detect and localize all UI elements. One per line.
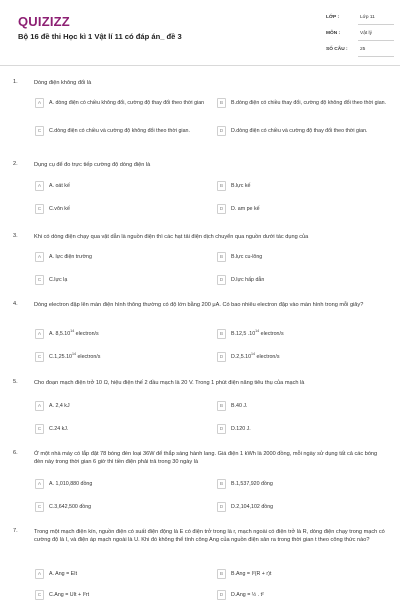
option-text: C.Ang = UIt + I²rt <box>49 591 90 598</box>
meta-row-subject <box>326 29 396 43</box>
option-text: D. am pe kế <box>231 205 260 212</box>
option-text: D.120 J. <box>231 425 251 432</box>
option-text: C.24 kJ. <box>49 425 69 432</box>
meta-label: SỐ CÂU : <box>326 47 348 52</box>
meta-value: 25 <box>358 45 394 57</box>
option-a[interactable] <box>35 566 215 582</box>
option-letter: C <box>35 204 44 214</box>
meta-value: Vật lý <box>358 29 394 41</box>
option-letter: A <box>35 479 44 489</box>
worksheet-title: Bộ 16 đề thi Học kì 1 Vật lí 11 có đáp án_ đề 3 <box>18 32 182 41</box>
option-letter: C <box>35 352 44 362</box>
option-letter: C <box>35 424 44 434</box>
option-letter: D <box>217 424 226 434</box>
option-letter: A <box>35 329 44 339</box>
option-text: C.3,642,500 đồng <box>49 503 92 510</box>
option-letter: B <box>217 401 226 411</box>
question-number: 3. <box>13 233 18 239</box>
question-number: 1. <box>13 79 18 85</box>
question-number: 2. <box>13 161 18 167</box>
option-text: C.lực lạ <box>49 276 68 283</box>
question-text: Dòng điện không đổi là <box>34 80 92 86</box>
option-letter: A <box>35 252 44 262</box>
option-text: A. 2,4 kJ <box>49 402 70 409</box>
option-text: A. lực điện trường <box>49 253 92 260</box>
option-d[interactable] <box>217 201 397 217</box>
question-text: Cho đoạn mạch điện trở 10 Ω, hiệu điện thế 2 đầu mạch là 20 V. Trong 1 phút điện năng tiêu thụ của mạch là <box>34 380 305 386</box>
question-text: Dụng cụ để đo trực tiếp cường độ dòng điện là <box>34 162 151 168</box>
option-text: D.lực hấp dẫn <box>231 276 265 283</box>
meta-label: MÔN : <box>326 31 341 36</box>
meta-row-question-count <box>326 45 396 59</box>
option-c[interactable] <box>35 272 215 288</box>
option-text: B.lực kế <box>231 182 251 189</box>
option-b[interactable] <box>217 398 397 414</box>
option-letter: C <box>35 275 44 285</box>
option-b[interactable] <box>217 326 397 342</box>
option-text: B.dòng điện có chiều thay đổi, cường độ không đổi theo thời gian. <box>231 99 387 106</box>
option-d[interactable] <box>217 272 397 288</box>
option-letter: B <box>217 329 226 339</box>
option-a[interactable] <box>35 326 215 342</box>
option-text: A. dòng điện có chiều không đổi, cường độ thay đổi theo thời gian <box>49 99 205 106</box>
option-text: B.12,5 $.10^{14}$ electron/s <box>231 328 284 337</box>
option-letter: D <box>217 275 226 285</box>
option-letter: D <box>217 502 226 512</box>
option-c[interactable] <box>35 349 215 365</box>
option-b[interactable] <box>217 476 397 492</box>
option-a[interactable] <box>35 249 215 265</box>
option-letter: A <box>35 401 44 411</box>
option-text: C.dòng điện có chiều và cường độ không đổi theo thời gian. <box>49 127 190 134</box>
option-letter: B <box>217 181 226 191</box>
question-text: Khi có dòng điện chạy qua vật dẫn là nguồn điện thì các hạt tải điện dịch chuyển qua nguồn dưới tác dụng của <box>34 234 309 240</box>
option-letter: D <box>217 352 226 362</box>
option-a[interactable] <box>35 93 215 113</box>
option-text: D.dòng điện có chiều và cường độ thay đổi theo thời gian. <box>231 127 368 134</box>
option-d[interactable] <box>217 349 397 365</box>
option-b[interactable] <box>217 566 397 582</box>
option-c[interactable] <box>35 421 215 437</box>
option-c[interactable] <box>35 587 215 600</box>
option-a[interactable] <box>35 476 215 492</box>
option-text: C.vôn kế <box>49 205 70 212</box>
option-c[interactable] <box>35 499 215 515</box>
option-text: D.Ang = ½ . t² <box>231 591 264 598</box>
option-d[interactable] <box>217 421 397 437</box>
option-text: A. 1,010,880 đồng <box>49 480 93 487</box>
option-letter: D <box>217 590 226 600</box>
option-text: B.Ang = I²(R + r)t <box>231 570 272 577</box>
option-text: D.2,104,102 đồng <box>231 503 274 510</box>
option-letter: C <box>35 126 44 136</box>
question-number: 7. <box>13 528 18 534</box>
option-b[interactable] <box>217 93 397 113</box>
option-letter: B <box>217 569 226 579</box>
option-c[interactable] <box>35 201 215 217</box>
question-text: Dòng electron đập lên màn điện hình thông thường có độ lớn bằng 200 μA. Có bao nhiêu electron đập vào màn hình trong mỗi giây? <box>34 302 364 308</box>
question-number: 4. <box>13 301 18 307</box>
option-b[interactable] <box>217 249 397 265</box>
option-letter: B <box>217 479 226 489</box>
option-text: A. oát kế <box>49 182 70 189</box>
question-number: 6. <box>13 450 18 456</box>
worksheet-header <box>0 0 400 66</box>
option-text: C.1,25.10$^{14}$ electron/s <box>49 351 101 360</box>
meta-value: Lớp 11 <box>358 13 394 25</box>
option-b[interactable] <box>217 178 397 194</box>
option-text: D.2,5.10$^{14}$ electron/s <box>231 351 280 360</box>
option-d[interactable] <box>217 587 397 600</box>
option-letter: C <box>35 590 44 600</box>
option-letter: A <box>35 569 44 579</box>
option-text: B.1,537,920 đồng <box>231 480 273 487</box>
option-text: B.lực cu-lông <box>231 253 263 260</box>
option-d[interactable] <box>217 121 397 141</box>
question-text: Trong một mạch điện kín, nguồn điện có suất điện động là E có điện trở trong là r, mạch ngoài có điện trở là R, dòng điện chạy trong mạch có cường độ là I, và điện áp mạch ngoài là U. Khi đó không thể tính công Ang của nguồn điện sản ra trong thời gian t theo công thức nào? <box>34 529 385 543</box>
option-text: B.40 J. <box>231 402 248 409</box>
question-number: 5. <box>13 379 18 385</box>
option-letter: A <box>35 181 44 191</box>
option-d[interactable] <box>217 499 397 515</box>
option-letter: D <box>217 204 226 214</box>
question-text: Ở một nhà máy có lắp đặt 78 bóng đèn loại 36W để thắp sáng hành lang. Giá điện 1 kWh là 2000 đồng, mỗi ngày sử dụng tất cả các bóng đèn này trong thời gian 6 giờ thì tiền điện phải trả trong 30 ngày là <box>34 451 378 465</box>
option-c[interactable] <box>35 121 215 141</box>
option-a[interactable] <box>35 398 215 414</box>
option-a[interactable] <box>35 178 215 194</box>
option-letter: A <box>35 98 44 108</box>
option-text: A. 8,5.10$^{14}$ electron/s <box>49 328 99 337</box>
meta-label: LỚP : <box>326 15 340 20</box>
option-letter: B <box>217 98 226 108</box>
option-text: A. Ang = EIt <box>49 570 78 577</box>
quizizz-logo: QUIZIZZ <box>18 14 70 29</box>
meta-row-class <box>326 13 396 27</box>
option-letter: D <box>217 126 226 136</box>
option-letter: B <box>217 252 226 262</box>
option-letter: C <box>35 502 44 512</box>
